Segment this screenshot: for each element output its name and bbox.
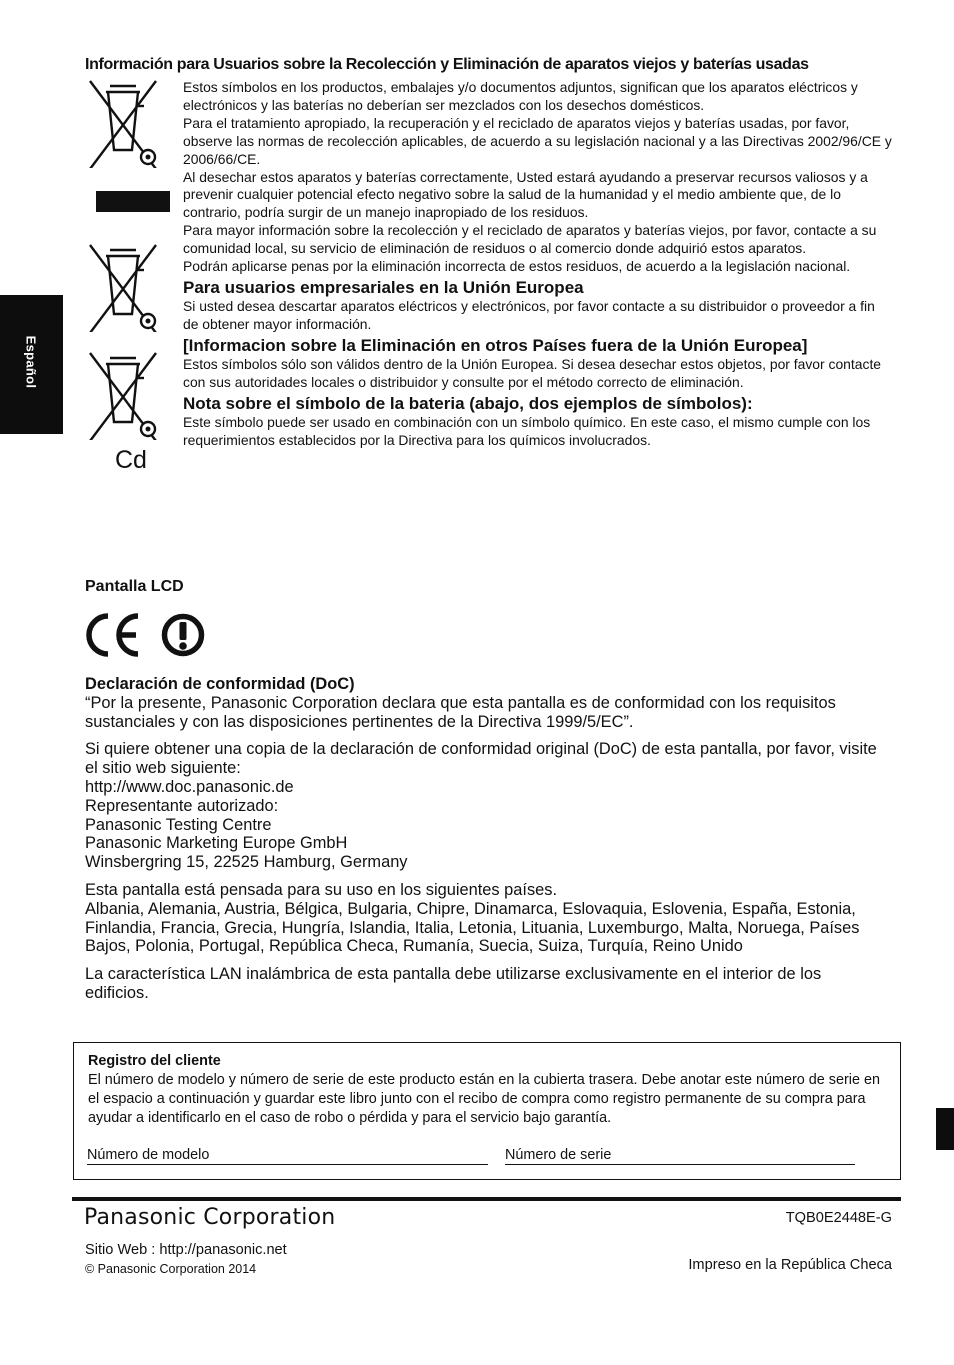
- eu-business-heading: Para usuarios empresariales en la Unión Europea: [183, 277, 584, 297]
- doc-rep-line: Winsbergring 15, 22525 Hamburg, Germany: [85, 853, 408, 872]
- weee-title: Información para Usuarios sobre la Recolección y Eliminación de aparatos viejos y baterías usadas: [85, 56, 809, 73]
- footer-rule: [72, 1197, 901, 1201]
- crossed-bin-icon: [88, 242, 158, 332]
- crossed-bin-icon: [88, 350, 158, 440]
- doc-url: http://www.doc.panasonic.de: [85, 777, 294, 796]
- doc-copy-intro: Si quiere obtener una copia de la declaración de conformidad original (DoC) de esta pantalla, por favor, visite el sitio web siguiente:: [85, 740, 877, 778]
- register-title: Registro del cliente: [88, 1053, 221, 1069]
- countries-list: Albania, Alemania, Austria, Bélgica, Bulgaria, Chipre, Dinamarca, Eslovaquia, Eslovenia, España, Estonia, Finlandia, Francia, Grecia, Hungría, Islandia, Italia, Letonia, Lituania, Luxemburgo, Malta, Noruega, Países Bajos, Polonia, Portugal, República Checa, Rumanía, Suecia, Suiza, Turquía, Reino Unido: [85, 899, 860, 956]
- document-code: TQB0E2448E-G: [785, 1210, 892, 1226]
- doc-rep-line: Panasonic Testing Centre: [85, 815, 272, 834]
- battery-text: Este símbolo puede ser usado en combinación con un símbolo químico. En este caso, el mismo cumple con los requerimientos establecidos por la Directiva para los químicos involucrados.: [183, 413, 871, 448]
- model-number-field: Número de modelo: [87, 1147, 488, 1165]
- non-eu-text: Estos símbolos sólo son válidos dentro de la Unión Europea. Si desea desechar estos objetos, por favor contacte con sus autoridades locales o distribuidor y consulte por el método correcto de eliminación.: [183, 355, 882, 390]
- doc-title: Declaración de conformidad (DoC): [85, 675, 355, 693]
- language-tab-label: Español: [23, 335, 39, 389]
- doc-rep-label: Representante autorizado:: [85, 796, 279, 815]
- serial-number-field: Número de serie: [505, 1147, 855, 1165]
- doc-quote: “Por la presente, Panasonic Corporation declara que esta pantalla es de conformidad con los requisitos sustanciales y con las disposiciones pertinentes de la Directiva 1999/5/EC”.: [85, 693, 836, 731]
- lcd-title: Pantalla LCD: [85, 578, 184, 595]
- non-eu-heading: [Informacion sobre la Eliminación en otros Países fuera de la Unión Europea]: [183, 335, 808, 355]
- printed-in: Impreso en la República Checa: [688, 1257, 892, 1273]
- brand-logo: Panasonic Corporation: [84, 1205, 336, 1230]
- doc-section: [85, 675, 885, 1012]
- weee-paragraph: Estos símbolos en los productos, embalajes y/o documentos adjuntos, significan que los aparatos eléctricos y electrónicos y las baterías no deberían ser mezclados con los desechos domésticos.: [183, 79, 858, 113]
- eu-business-text: Si usted desea descartar aparatos eléctricos y electrónicos, por favor contacte a su distribuidor o proveedor a fin de obtener mayor información.: [183, 297, 875, 332]
- weee-text: [183, 79, 893, 449]
- lan-note: La característica LAN inalámbrica de esta pantalla debe utilizarse exclusivamente en el interior de los edificios.: [85, 965, 822, 1002]
- battery-heading: Nota sobre el símbolo de la bateria (abajo, dos ejemplos de símbolos):: [183, 393, 753, 413]
- page-edge-marker: [936, 1108, 954, 1150]
- countries-intro: Esta pantalla está pensada para su uso en los siguientes países.: [85, 880, 557, 899]
- weee-paragraph: Para el tratamiento apropiado, la recuperación y el reciclado de aparatos viejos y baterías usadas, por favor, observe las normas de recolección aplicables, de acuerdo a su legislación nacional y a las Directivas 2002/96/CE y 2006/66/CE.: [183, 114, 892, 167]
- separate-collection-bar: [96, 191, 170, 212]
- doc-rep-line: Panasonic Marketing Europe GmbH: [85, 834, 348, 853]
- chemical-symbol: Cd: [115, 446, 147, 474]
- weee-paragraph: Podrán aplicarse penas por la eliminación incorrecta de estos residuos, de acuerdo a la legislación nacional.: [183, 258, 851, 275]
- weee-paragraph: Para mayor información sobre la recolección y el reciclado de aparatos y baterías viejos, por favor, contacte a su comunidad local, su servicio de eliminación de residuos o al comercio donde adquirió estos aparatos.: [183, 222, 877, 257]
- weee-paragraph: Al desechar estos aparatos y baterías correctamente, Usted estará ayudando a preservar recursos valiosos y a prevenir cualquier potencial efecto negativo sobre la salud de la humanidad y el medio ambiente que, de lo contrario, podría surgir de un manejo inapropiado de los residuos.: [183, 168, 868, 221]
- ce-mark-icon: [84, 612, 206, 658]
- crossed-bin-icon: [88, 78, 158, 168]
- language-tab: [0, 295, 63, 434]
- copyright: © Panasonic Corporation 2014: [85, 1262, 257, 1276]
- register-text: El número de modelo y número de serie de este producto están en la cubierta trasera. Debe anotar este número de serie en el espacio a continuación y guardar este libro junto con el recibo de compra como registro permanente de su compra para ayudar a identificarlo en el caso de robo o pérdida y para el servicio bajo garantía.: [88, 1072, 880, 1126]
- customer-register-box: [73, 1042, 901, 1180]
- website: Sitio Web : http://panasonic.net: [85, 1242, 287, 1258]
